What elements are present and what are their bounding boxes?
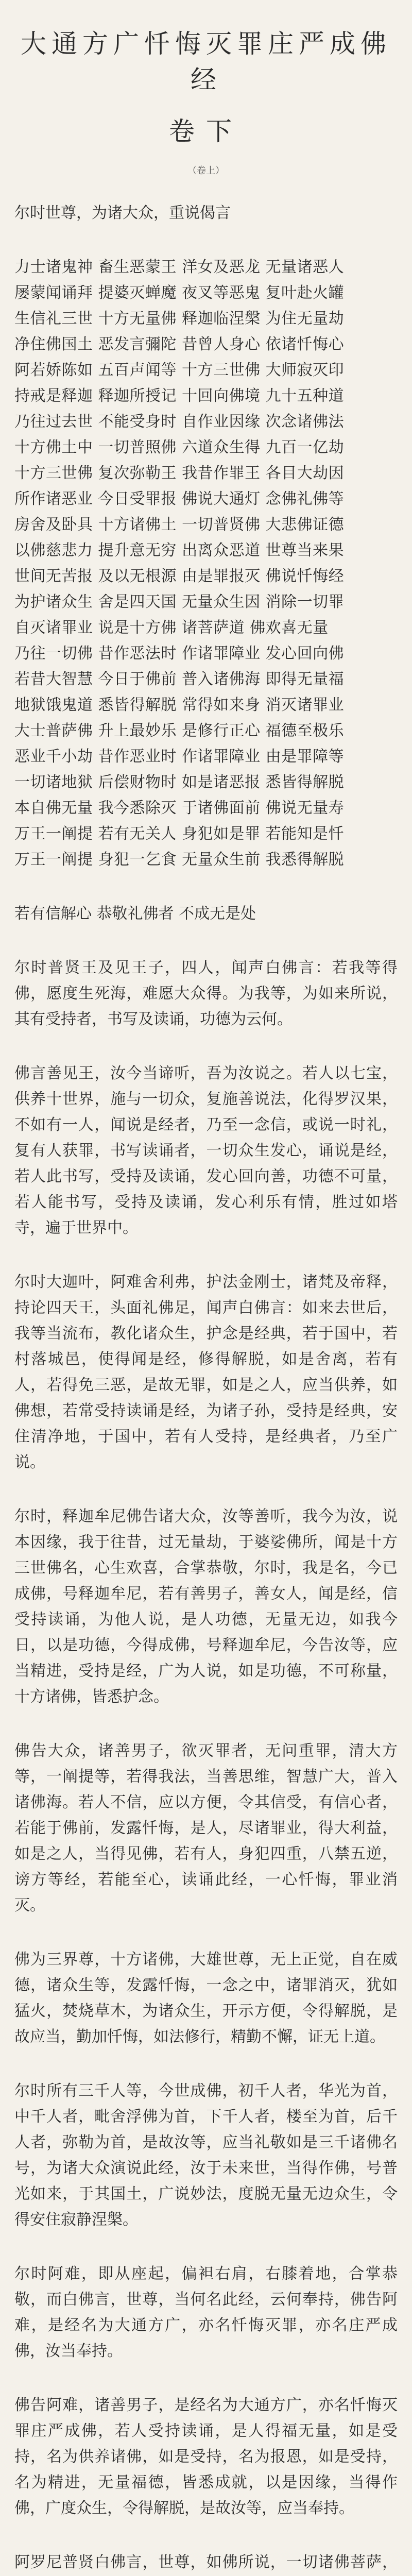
verse-row: 为护诸众生 舍是四天国 无量众生因 消除一切罪 bbox=[14, 593, 345, 611]
body-paragraph: 尔时大迦叶，阿难舍利弗，护法金刚士，诸梵及帝释，持论四天王，头面礼佛足，闻声白佛言：如来去世后，我等当流布，教化诸众生，护念是经典，若于国中，若村落城邑，使得闻是经，修得解脱，如是舍离，若有人，若得免三恶，是故无罪，如是之人，应当供养，如佛想，若常受持读诵是经，为诸子孙，受持是经典，安住清净地，于国中，若有人受持，是经典者，乃至广说。 bbox=[14, 1273, 398, 1471]
verse-row: 净住佛国土 恶发言彌陀 昔曾人身心 依诸忏悔心 bbox=[14, 335, 345, 353]
verse-row: 生信礼三世 十方无量佛 释迦临涅槃 为住无量劫 bbox=[14, 310, 345, 328]
body-paragraph: 尔时所有三千人等，今世成佛，初千人者，华光为首，中千人者，毗舍浮佛为首，下千人者，楼至为首，后千人者，弥勒为首，是故汝等，应当礼敬如是三千诸佛名号，为诸大众演说此经，汝于未来世，当得作佛，号普光如来，于其国土，广说妙法，度脱无量无边众生，令得安住寂静涅槃。 bbox=[14, 2082, 398, 2229]
verse-row: 乃往过去世 不能受身时 自作业因缘 次念诸佛法 bbox=[14, 413, 345, 431]
verse-row: 本自佛无量 我今悉除灭 于诸佛面前 佛说无量寿 bbox=[14, 799, 345, 817]
verse-row: 万王一阐提 若有无关人 身犯如是罪 若能知是忏 bbox=[14, 825, 345, 843]
body-paragraph: 尔时阿难，即从座起，偏袒右肩，右膝着地，合掌恭敬，而白佛言，世尊，当何名此经，云何奉持，佛告阿难，是经名为大通方广，亦名忏悔灭罪，亦名庄严成佛，汝当奉持。 bbox=[14, 2265, 398, 2360]
scripture-subtitle: 卷下 bbox=[169, 116, 243, 146]
verse-row: 世间无苦报 及以无根源 由是罪报灭 佛说忏悔经 bbox=[14, 567, 345, 585]
verse-row: 若昔大智慧 今日于佛前 普入诸佛海 即得无量福 bbox=[14, 670, 345, 688]
body-paragraph: 佛告阿难，诸善男子，是经名为大通方广，亦名忏悔灭罪庄严成佛，若人受持读诵，是人得福无量，如是受持，名为供养诸佛，如是受持，名为报恩，如是受持，名为精进，无量福德，皆悉成就，以是因缘，当得作佛，广度众生，令得解脱，是故汝等，应当奉持。 bbox=[14, 2396, 398, 2517]
body-paragraph: 若有信解心 恭敬礼佛者 不成无是处 bbox=[14, 905, 256, 923]
verse-row: 力士诸鬼神 畜生恶蒙王 洋女及恶龙 无量诸恶人 bbox=[14, 258, 345, 276]
verse-row: 一切诸地狱 后偿财物时 如是诸恶报 悉皆得解脱 bbox=[14, 773, 345, 791]
verse-row: 持戒是释迦 释迦所授记 十回向佛境 九十五种道 bbox=[14, 387, 345, 405]
body-paragraph: 佛告大众，诸善男子，欲灭罪者，无问重罪，清大方等，一阐提等，若得我法，当善思维，智慧广大，普入诸佛海。若人不信，应以方便，令其信受，有信心者，若能于佛前，发露忏悔，是人，尽诸罪业，得大利益，如是之人，当得见佛，若有人，身犯四重，八禁五逆，谤方等经，若能至心，读诵此经，一心忏悔，罪业消灭。 bbox=[14, 1742, 398, 1914]
scripture-title: 大通方广忏悔灭罪庄严成佛经 bbox=[21, 29, 391, 95]
verse-row: 房舍及卧具 十方诸佛土 一切普贤佛 大悲佛证德 bbox=[14, 516, 345, 534]
body-paragraph: 佛言善见王，汝今当谛听，吾为汝说之。若人以七宝，供养十世界，施与一切众，复施善说法，化得罗汉果，不如有一人，闻说是经者，乃至一念信，或说一时礼，复有人获罪，书写读诵者，一切众生发心，诵说是经，若人此书写，受持及读诵，发心回向善，功德不可量，若人能书写，受持及读诵，发心利乐有情，胜过如塔寺，遍于世界中。 bbox=[14, 1064, 398, 1237]
body-paragraph: 佛为三界尊，十方诸佛，大雄世尊，无上正觉，自在威德，诸众生等，发露忏悔，一念之中，诸罪消灭，犹如猛火，焚烧草木，为诸众生，开示方便，令得解脱，是故应当，勤加忏悔，如法修行，精勤不懈，证无上道。 bbox=[14, 1951, 398, 2046]
verse-row: 万王一阐提 身犯一乞食 无量众生前 我悉得解脱 bbox=[14, 851, 345, 869]
verse-row: 十方佛土中 一切普照佛 六道众生得 九百一亿劫 bbox=[14, 438, 345, 456]
verse-row: 屡蒙闻诵拜 提婆灭蝉魔 夜叉等恶鬼 复叶赴火罐 bbox=[14, 284, 345, 302]
verse-row: 阿若娇陈如 五百声闻等 十方三世佛 大师寂灭印 bbox=[14, 361, 345, 379]
volume-note: （卷上） bbox=[187, 165, 225, 176]
verse-row: 大士普萨佛 升上最妙乐 是修行正心 福德至极乐 bbox=[14, 722, 345, 740]
verse-row: 十方三世佛 复次弥勒王 我昔作罪王 各目大劫因 bbox=[14, 464, 345, 482]
intro-paragraph: 尔时世尊，为诸大众，重说偈言 bbox=[14, 204, 231, 222]
verse-row: 所作诸恶业 今日受罪报 佛说大通灯 念佛礼佛等 bbox=[14, 490, 345, 508]
body-paragraph: 阿罗尼普贤白佛言，世尊，如佛所说，一切诸佛菩萨， bbox=[14, 2553, 398, 2571]
body-paragraph: 尔时，释迦牟尼佛告诸大众，汝等善听，我今为汝，说本因缘，我于往昔，过无量劫，于婆娑佛所，闻是十方三世佛名，心生欢喜，合掌恭敬，尔时，我是名，今已成佛，号释迦牟尼，若有善男子，善女人，闻是经，信受持读诵，为他人说，是人功德，无量无边，如我今日，以是功德，今得成佛，号释迦牟尼，今告汝等，应当精进，受持是经，广为人说，如是功德，不可称量，十方诸佛，皆悉护念。 bbox=[14, 1507, 398, 1706]
verse-row: 自灭诸罪业 说是十方佛 诸菩萨道 佛欢喜无量 bbox=[14, 619, 329, 637]
body-paragraph: 尔时普贤王及见王子，四人，闻声白佛言：若我等得佛，愿度生死海，难愿大众得。为我等，为如来所说，其有受持者，书写及读诵，功德为云何。 bbox=[14, 959, 398, 1028]
verse-row: 恶业千小劫 昔作恶业时 作诸罪障业 由是罪障等 bbox=[14, 748, 345, 766]
verse-row: 地狱饿鬼道 悉皆得解脱 常得如来身 消灭诸罪业 bbox=[14, 696, 345, 714]
verse-grid bbox=[14, 255, 398, 873]
verse-row: 乃往一切佛 昔作恶法时 作诸罪障业 发心回向佛 bbox=[14, 645, 345, 663]
verse-row: 以佛慈悲力 提升意无穷 出离众恶道 世尊当来果 bbox=[14, 541, 345, 560]
